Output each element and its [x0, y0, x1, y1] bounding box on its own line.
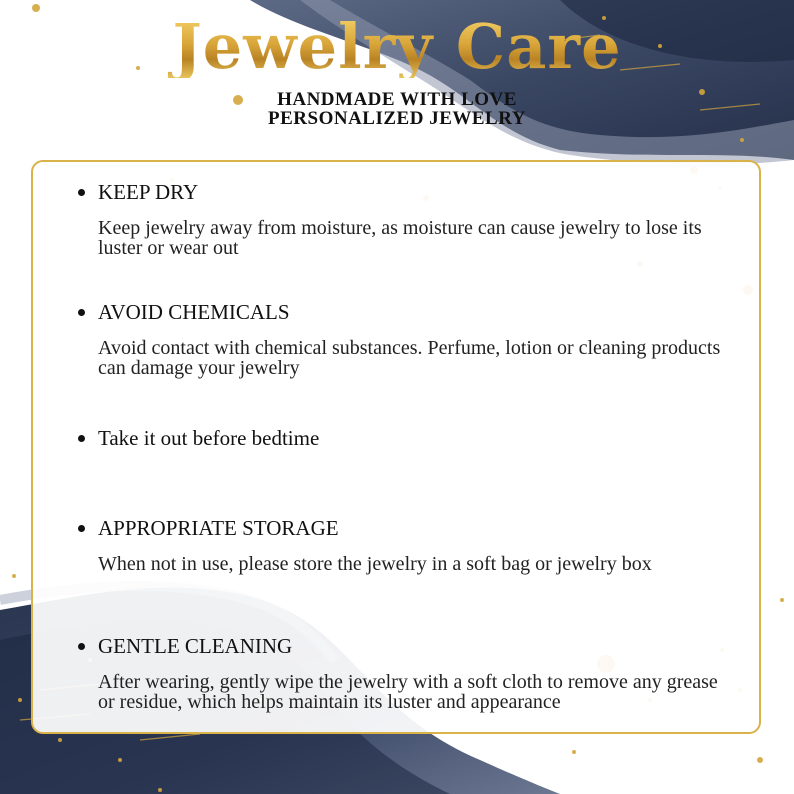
tip-gentle-cleaning: [78, 634, 728, 712]
tip-storage: [78, 516, 728, 574]
subtitle: [0, 90, 794, 128]
page-title: Jewelry Care: [0, 16, 794, 78]
bullet-icon: [78, 643, 85, 650]
tip-description: Avoid contact with chemical substances. Perfume, lotion or cleaning products can damage your jewelry: [98, 337, 721, 379]
tip-title: Take it out before bedtime: [98, 426, 320, 450]
bullet-icon: [78, 435, 85, 442]
tip-description: After wearing, gently wipe the jewelry with a soft cloth to remove any grease or residue, which helps maintain its luster and appearance: [98, 671, 718, 713]
bullet-icon: [78, 525, 85, 532]
tip-title: GENTLE CLEANING: [98, 634, 293, 658]
tip-title: AVOID CHEMICALS: [98, 300, 290, 324]
tip-keep-dry: [78, 180, 728, 258]
tip-title: APPROPRIATE STORAGE: [98, 516, 339, 540]
subtitle-line-2: PERSONALIZED JEWELRY: [268, 108, 526, 129]
care-tips-card: [31, 160, 761, 734]
tip-avoid-chemicals: [78, 300, 728, 378]
tip-description: When not in use, please store the jewelry in a soft bag or jewelry box: [98, 553, 652, 575]
tip-description: Keep jewelry away from moisture, as moisture can cause jewelry to lose its luster or wear out: [98, 217, 702, 259]
subtitle-line-1: HANDMADE WITH LOVE: [277, 89, 517, 110]
bullet-icon: [78, 189, 85, 196]
tip-title: KEEP DRY: [98, 180, 199, 204]
bullet-icon: [78, 309, 85, 316]
tip-bedtime: [78, 426, 728, 450]
